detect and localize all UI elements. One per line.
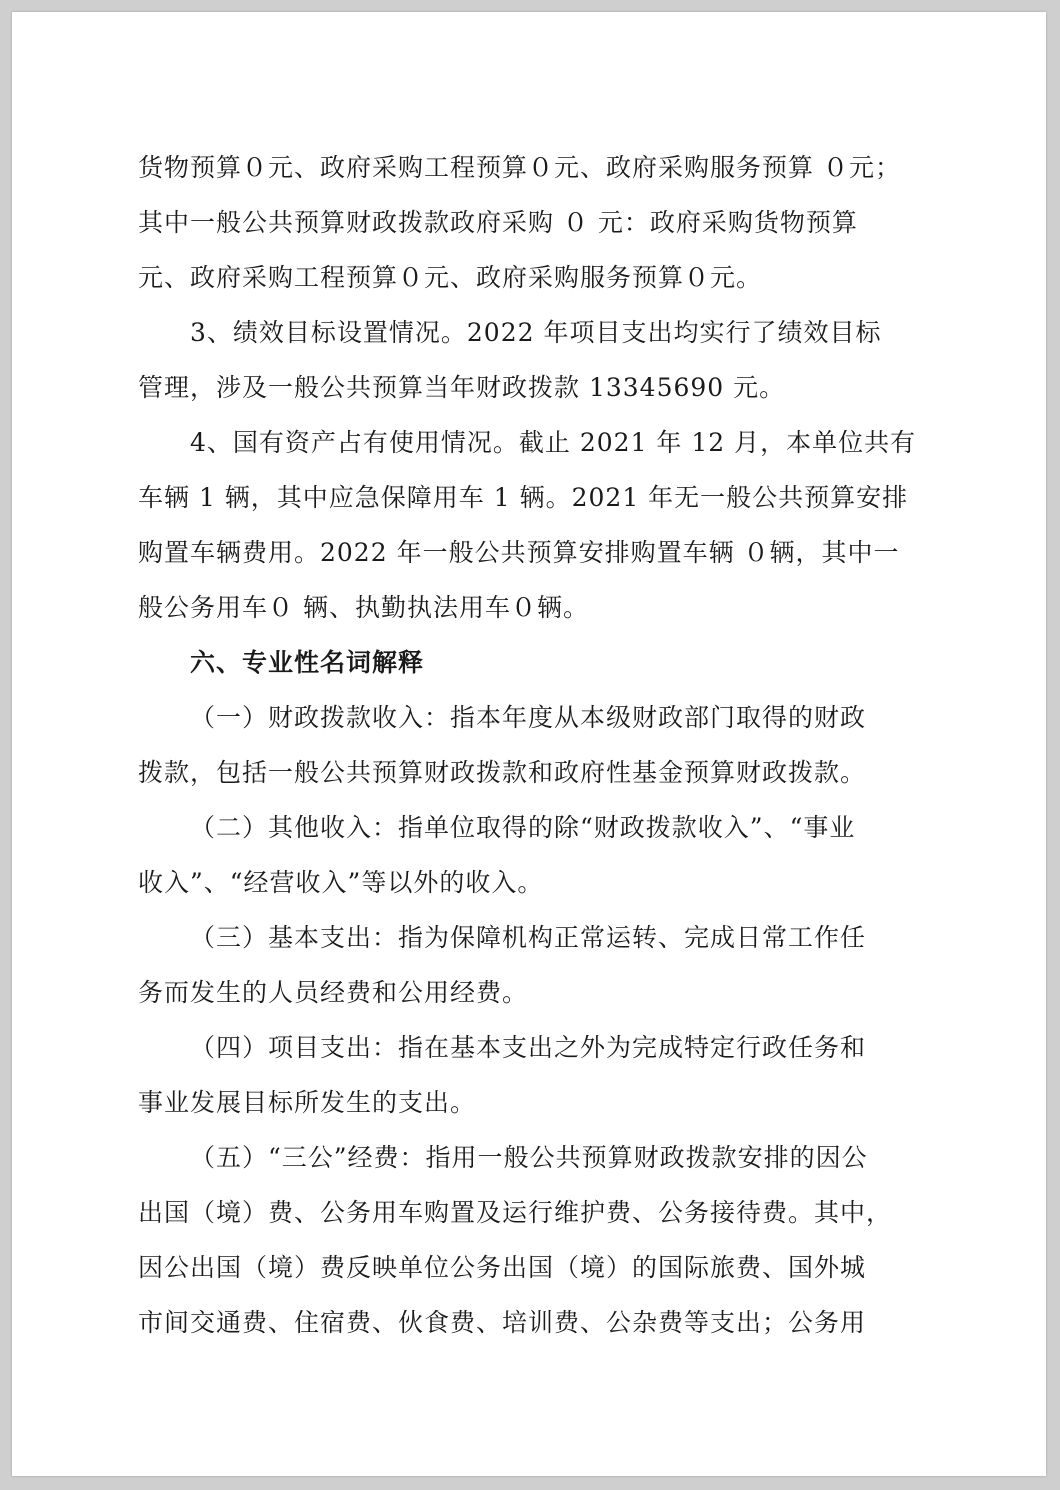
text-line: 收入”、“经营收入”等以外的收入。 <box>138 868 544 897</box>
text-line: 市间交通费、住宿费、伙食费、培训费、公杂费等支出；公务用 <box>138 1308 867 1337</box>
text-line: 元、政府采购工程预算０元、政府采购服务预算０元。 <box>138 263 763 292</box>
text-line: 4、国有资产占有使用情况。截止 2021 年 12 月，本单位共有 <box>190 428 917 457</box>
text-line: 般公务用车０ 辆、执勤执法用车０辆。 <box>138 593 589 622</box>
document-body <box>138 140 938 1350</box>
definition-basic-expenditure <box>138 910 938 1020</box>
definition-three-public-expenses <box>138 1130 938 1350</box>
document-page <box>12 12 1046 1476</box>
text-line: 货物预算０元、政府采购工程预算０元、政府采购服务预算 ０元； <box>138 153 901 182</box>
definition-other-income <box>138 800 938 910</box>
text-line: 拨款，包括一般公共预算财政拨款和政府性基金预算财政拨款。 <box>138 758 867 787</box>
text-line: 3、绩效目标设置情况。2022 年项目支出均实行了绩效目标 <box>190 318 882 347</box>
text-line: （四）项目支出：指在基本支出之外为完成特定行政任务和 <box>190 1033 867 1062</box>
text-line: 务而发生的人员经费和公用经费。 <box>138 978 529 1007</box>
definition-project-expenditure <box>138 1020 938 1130</box>
text-line: 因公出国（境）费反映单位公务出国（境）的国际旅费、国外城 <box>138 1253 867 1282</box>
text-line: 管理，涉及一般公共预算当年财政拨款 13345690 元。 <box>138 373 786 402</box>
text-line: 车辆 1 辆，其中应急保障用车 1 辆。2021 年无一般公共预算安排 <box>138 483 909 512</box>
text-line: （三）基本支出：指为保障机构正常运转、完成日常工作任 <box>190 923 867 952</box>
definition-fiscal-appropriation-income <box>138 690 938 800</box>
text-line: （二）其他收入：指单位取得的除“财政拨款收入”、“事业 <box>190 813 856 842</box>
text-line: （一）财政拨款收入：指本年度从本级财政部门取得的财政 <box>190 703 867 732</box>
paragraph-procurement-summary <box>138 140 938 305</box>
text-line: 事业发展目标所发生的支出。 <box>138 1088 477 1117</box>
text-line: 其中一般公共预算财政拨款政府采购 ０ 元：政府采购货物预算 <box>138 208 858 237</box>
text-line: 出国（境）费、公务用车购置及运行维护费、公务接待费。其中， <box>138 1198 893 1227</box>
paragraph-state-assets <box>138 415 938 635</box>
section-heading: 六、专业性名词解释 <box>190 648 425 677</box>
paragraph-performance-targets <box>138 305 938 415</box>
text-line: （五）“三公”经费：指用一般公共预算财政拨款安排的因公 <box>190 1143 868 1172</box>
text-line: 购置车辆费用。2022 年一般公共预算安排购置车辆 ０辆，其中一 <box>138 538 900 567</box>
